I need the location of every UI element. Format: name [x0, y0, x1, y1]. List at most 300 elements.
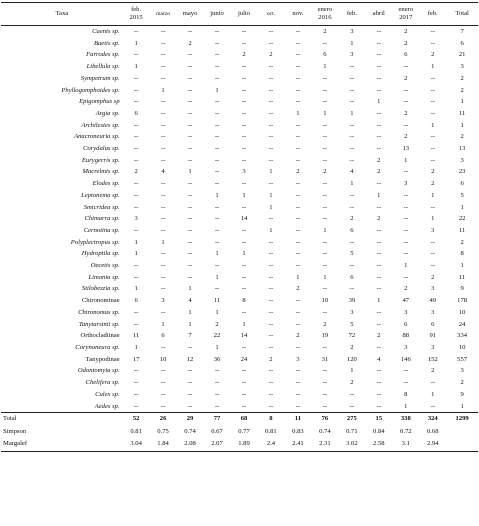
value-cell: --	[133, 74, 139, 82]
value-cell: --	[349, 145, 355, 153]
value-cell: --	[295, 215, 301, 223]
value-cell: --	[214, 39, 220, 47]
value-cell: 3	[431, 308, 435, 316]
value-cell: 5	[350, 250, 354, 258]
value-cell: --	[133, 226, 139, 234]
value-cell: 2	[404, 285, 408, 293]
value-cell: 6	[323, 51, 327, 59]
header-month	[311, 3, 338, 26]
value-cell: --	[349, 191, 355, 199]
value-cell: --	[187, 191, 193, 199]
total-cell: 10	[458, 343, 466, 351]
value-cell: 120	[346, 355, 357, 363]
header-line1: mayo	[182, 10, 198, 17]
taxon-cell: Polyplectropus sp.	[70, 238, 120, 246]
value-cell: --	[187, 273, 193, 281]
value-cell: --	[214, 168, 220, 176]
table-row	[1, 283, 478, 295]
total-cell: 7	[460, 28, 464, 35]
value-cell: --	[160, 121, 166, 129]
value-cell: 4	[188, 297, 192, 305]
summary-value: 3.02	[338, 438, 365, 451]
value-cell: --	[376, 379, 382, 387]
value-cell: --	[133, 203, 139, 211]
header-line1: abril	[372, 10, 385, 17]
taxon-cell: Hydroptila sp.	[81, 250, 120, 258]
summary-row	[1, 413, 478, 426]
value-cell: 2	[296, 168, 300, 176]
value-cell: 146	[400, 355, 411, 363]
value-cell: 1	[431, 121, 435, 129]
summary-value: 76	[321, 415, 329, 423]
value-cell: 2	[323, 28, 327, 35]
value-cell: 31	[321, 355, 329, 363]
summary-value: 0.84	[373, 427, 385, 435]
value-cell: --	[241, 262, 247, 270]
taxon-cell: Eurygerris sp.	[81, 156, 120, 164]
value-cell: --	[430, 74, 435, 82]
summary-label: Total	[3, 415, 17, 423]
header-month	[257, 3, 284, 26]
value-cell: 2	[269, 355, 273, 363]
value-cell: 5	[350, 320, 354, 328]
total-cell: 10	[458, 308, 466, 316]
value-cell: 4	[161, 168, 165, 176]
value-cell: 4	[350, 168, 354, 176]
value-cell: 7	[188, 332, 192, 340]
total-cell: 2	[460, 133, 464, 141]
value-cell: --	[403, 86, 408, 94]
total-cell: 22	[458, 215, 466, 223]
value-cell: --	[403, 63, 408, 71]
value-cell: --	[430, 98, 435, 106]
header-line1: julio	[237, 10, 251, 17]
value-cell: --	[295, 343, 301, 351]
value-cell: --	[403, 98, 408, 106]
value-cell: --	[430, 86, 435, 94]
value-cell: --	[376, 226, 382, 234]
value-cell: --	[322, 133, 328, 141]
value-cell: --	[187, 343, 193, 351]
table-row	[1, 330, 478, 342]
value-cell: 3	[350, 51, 354, 59]
value-cell: --	[349, 74, 355, 82]
value-cell: --	[214, 379, 220, 387]
value-cell: --	[376, 238, 382, 246]
value-cell: 1	[404, 156, 408, 164]
summary-value: 2.4	[257, 438, 284, 451]
summary-value: 52	[132, 415, 140, 423]
value-cell: --	[160, 390, 166, 398]
value-cell: --	[403, 238, 408, 246]
value-cell: 1	[431, 390, 435, 398]
value-cell: 1	[215, 273, 219, 281]
value-cell: --	[268, 121, 274, 129]
value-cell: 2	[350, 343, 354, 351]
value-cell: --	[419, 401, 446, 413]
value-cell: --	[160, 226, 166, 234]
header-line2: 2016	[318, 14, 332, 21]
value-cell: 1	[269, 203, 273, 211]
value-cell: --	[241, 28, 247, 35]
value-cell: --	[268, 367, 274, 375]
value-cell: 6	[161, 332, 165, 340]
value-cell: --	[349, 238, 355, 246]
header-month	[204, 3, 231, 26]
value-cell: --	[241, 238, 247, 246]
value-cell: 8	[404, 390, 408, 398]
value-cell: --	[430, 203, 435, 211]
value-cell: 2	[431, 367, 435, 375]
value-cell: --	[241, 390, 247, 398]
summary-value: 29	[186, 415, 194, 423]
value-cell: 3	[296, 355, 300, 363]
value-cell: --	[322, 250, 328, 258]
value-cell: --	[403, 273, 408, 281]
table-row	[1, 131, 478, 143]
header-line2: 2015	[129, 14, 143, 21]
value-cell: --	[133, 379, 139, 387]
value-cell: --	[214, 133, 220, 141]
taxon-cell: Chimarra sp.	[84, 215, 120, 223]
value-cell: --	[403, 215, 408, 223]
value-cell: --	[214, 109, 220, 117]
taxa-abundance-table	[1, 2, 478, 452]
value-cell: 8	[242, 297, 246, 305]
summary-value: 0.74	[184, 427, 196, 435]
total-cell: 11	[458, 109, 466, 117]
value-cell: --	[295, 308, 301, 316]
value-cell: 13	[402, 145, 410, 153]
value-cell: --	[322, 238, 328, 246]
summary-total	[446, 426, 478, 439]
value-cell: --	[322, 191, 328, 199]
value-cell: --	[160, 215, 166, 223]
value-cell: 1	[350, 39, 354, 47]
total-cell: 6	[460, 39, 464, 47]
table-row	[1, 342, 478, 354]
summary-value: 1.89	[231, 438, 258, 451]
value-cell: --	[241, 226, 247, 234]
value-cell: --	[214, 98, 220, 106]
value-cell: --	[160, 250, 166, 258]
value-cell: --	[160, 109, 166, 117]
value-cell: --	[133, 121, 139, 129]
value-cell: 3	[350, 308, 354, 316]
value-cell: --	[160, 39, 166, 47]
summary-value: 68	[240, 415, 248, 423]
value-cell: --	[160, 51, 166, 59]
value-cell: 2	[296, 285, 300, 293]
value-cell: 2	[404, 28, 408, 35]
table-row	[1, 38, 478, 50]
value-cell: --	[241, 203, 247, 211]
value-cell: --	[160, 156, 166, 164]
value-cell: 1	[188, 168, 192, 176]
table-row	[1, 178, 478, 190]
value-cell: --	[187, 262, 193, 270]
header-month	[365, 3, 392, 26]
value-cell: --	[403, 226, 408, 234]
value-cell: --	[430, 262, 435, 270]
value-cell: --	[322, 203, 328, 211]
summary-value: 1.84	[150, 438, 177, 451]
taxon-cell: Oecetis sp.	[90, 262, 120, 270]
table-body	[1, 26, 478, 413]
value-cell: --	[268, 308, 274, 316]
summary-value: 0.67	[211, 427, 223, 435]
total-cell: 3	[460, 156, 464, 164]
value-cell: --	[214, 156, 220, 164]
value-cell: --	[268, 343, 274, 351]
taxon-cell: Libellula sp.	[86, 63, 120, 71]
value-cell: --	[322, 98, 328, 106]
value-cell: --	[177, 401, 204, 413]
value-cell: --	[311, 401, 338, 413]
value-cell: --	[241, 109, 247, 117]
table-row	[1, 143, 478, 155]
summary-value: 2.58	[365, 438, 392, 451]
value-cell: 1	[296, 273, 300, 281]
value-cell: --	[187, 390, 193, 398]
value-cell: --	[160, 285, 166, 293]
value-cell: --	[241, 285, 247, 293]
value-cell: 1	[350, 367, 354, 375]
value-cell: --	[268, 320, 274, 328]
value-cell: --	[295, 39, 301, 47]
value-cell: 14	[240, 332, 248, 340]
table-row	[1, 295, 478, 307]
value-cell: --	[268, 156, 274, 164]
value-cell: --	[133, 98, 139, 106]
value-cell: --	[187, 156, 193, 164]
taxon-cell: Stilobezzia sp.	[81, 285, 120, 293]
value-cell: --	[268, 262, 274, 270]
header-month	[419, 3, 446, 26]
total-cell: 6	[460, 180, 464, 188]
value-cell: 6	[350, 273, 354, 281]
value-cell: --	[241, 156, 247, 164]
taxon-cell: Baetis sp.	[93, 39, 120, 47]
value-cell: --	[133, 133, 139, 141]
value-cell: 2	[431, 180, 435, 188]
value-cell: --	[268, 63, 274, 71]
table-row	[1, 49, 478, 61]
total-cell: 9	[460, 285, 464, 293]
value-cell: --	[376, 74, 382, 82]
value-cell: 1	[215, 191, 219, 199]
taxon-cell: Chironominae	[81, 297, 120, 305]
value-cell: --	[133, 156, 139, 164]
value-cell: --	[295, 121, 301, 129]
value-cell: --	[295, 133, 301, 141]
value-cell: 2	[323, 168, 327, 176]
value-cell: --	[322, 308, 328, 316]
value-cell: --	[268, 332, 274, 340]
table-row	[1, 237, 478, 249]
value-cell: --	[187, 238, 193, 246]
value-cell: --	[295, 145, 301, 153]
value-cell: --	[295, 226, 301, 234]
value-cell: --	[187, 63, 193, 71]
value-cell: --	[268, 273, 274, 281]
summary-value: 77	[213, 415, 221, 423]
total-cell: 3	[460, 367, 464, 375]
value-cell: --	[133, 180, 139, 188]
header-line1: Taxa	[55, 10, 69, 17]
total-cell: 9	[460, 390, 464, 398]
total-cell: 1	[460, 262, 464, 270]
value-cell: 1	[431, 191, 435, 199]
value-cell: 2	[350, 215, 354, 223]
value-cell: 39	[348, 297, 356, 305]
summary-value: 0.83	[292, 427, 304, 435]
value-cell: --	[376, 203, 382, 211]
value-cell: 1	[215, 308, 219, 316]
value-cell: 2	[188, 39, 192, 47]
table-row	[1, 319, 478, 331]
value-cell: --	[241, 308, 247, 316]
value-cell: 1	[431, 63, 435, 71]
taxon-cell: Elodes sp.	[92, 180, 120, 188]
table-footer	[1, 413, 478, 452]
header-line1: nov.	[292, 10, 304, 17]
value-cell: --	[160, 379, 166, 387]
value-cell: --	[295, 262, 301, 270]
value-cell: --	[295, 74, 301, 82]
value-cell: --	[430, 379, 435, 387]
value-cell: 2	[404, 74, 408, 82]
table-row	[1, 202, 478, 214]
table-row	[1, 354, 478, 366]
taxon-cell: Cernotina sp.	[83, 226, 120, 234]
value-cell: 3	[161, 297, 165, 305]
value-cell: 3	[431, 285, 435, 293]
value-cell: 1	[404, 262, 408, 270]
total-cell: 21	[458, 51, 466, 59]
value-cell: 2	[377, 168, 381, 176]
summary-value: 0.71	[346, 427, 358, 435]
value-cell: 2	[404, 109, 408, 117]
value-cell: --	[241, 86, 247, 94]
value-cell: --	[284, 401, 311, 413]
value-cell: --	[295, 203, 301, 211]
value-cell: --	[268, 238, 274, 246]
value-cell: --	[295, 156, 301, 164]
taxon-cell: Anacroneuria sp.	[74, 133, 120, 141]
summary-value: 2.94	[419, 438, 446, 451]
value-cell: --	[268, 379, 274, 387]
value-cell: 1	[134, 343, 138, 351]
value-cell: 19	[321, 332, 329, 340]
value-cell: --	[241, 379, 247, 387]
value-cell: --	[160, 262, 166, 270]
value-cell: --	[133, 273, 139, 281]
total-cell: 8	[460, 250, 464, 258]
value-cell: --	[295, 51, 301, 59]
value-cell: --	[322, 74, 328, 82]
summary-value: 0.77	[238, 427, 250, 435]
value-cell: --	[376, 121, 382, 129]
value-cell: 1	[350, 180, 354, 188]
value-cell: 6	[404, 51, 408, 59]
header-month	[284, 3, 311, 26]
value-cell: --	[376, 86, 382, 94]
table-row	[1, 155, 478, 167]
value-cell: --	[430, 156, 435, 164]
value-cell: --	[403, 250, 408, 258]
value-cell: 3	[242, 168, 246, 176]
value-cell: --	[214, 121, 220, 129]
value-cell: --	[231, 401, 258, 413]
header-line2: 2017	[399, 14, 413, 21]
taxon-cell: Orthocladiinae	[80, 332, 120, 340]
value-cell: --	[430, 250, 435, 258]
header-line1: feb.	[346, 10, 357, 17]
taxon-cell: Caenis sp.	[92, 28, 120, 35]
total-cell: 1	[460, 203, 464, 211]
taxon-cell: Leptonema sp.	[81, 191, 120, 199]
summary-total	[446, 438, 478, 451]
value-cell: --	[322, 367, 328, 375]
value-cell: --	[376, 51, 382, 59]
value-cell: --	[403, 379, 408, 387]
value-cell: 2	[242, 51, 246, 59]
summary-value: 11	[294, 415, 302, 423]
value-cell: 1	[134, 63, 138, 71]
value-cell: --	[376, 262, 382, 270]
taxon-cell: Corydalus sp.	[82, 145, 120, 153]
value-cell: --	[295, 297, 301, 305]
value-cell: 2	[377, 156, 381, 164]
value-cell: 6	[431, 320, 435, 328]
taxon-cell: Sympetrum sp.	[80, 74, 120, 82]
taxon-cell: Tanytarsinii sp.	[78, 320, 120, 328]
taxon-cell: Epigomphus sp	[79, 98, 120, 106]
value-cell: --	[133, 51, 139, 59]
value-cell: 1	[242, 191, 246, 199]
value-cell: --	[160, 133, 166, 141]
summary-value: 0.68	[426, 427, 439, 435]
value-cell: 1	[134, 238, 138, 246]
table-row	[1, 377, 478, 389]
value-cell: --	[187, 250, 193, 258]
value-cell: --	[187, 215, 193, 223]
value-cell: 6	[134, 109, 138, 117]
value-cell: 1	[377, 297, 381, 305]
table-row	[1, 108, 478, 120]
value-cell: --	[214, 180, 220, 188]
value-cell: --	[349, 63, 355, 71]
value-cell: --	[241, 180, 247, 188]
value-cell: --	[268, 133, 274, 141]
value-cell: --	[214, 390, 220, 398]
value-cell: 1	[161, 238, 165, 246]
summary-value: 0.74	[319, 427, 331, 435]
value-cell: --	[268, 28, 274, 35]
value-cell: --	[214, 145, 220, 153]
value-cell: --	[322, 390, 328, 398]
value-cell: 1	[323, 273, 327, 281]
value-cell: --	[241, 133, 247, 141]
value-cell: 91	[429, 332, 437, 340]
value-cell: --	[187, 226, 193, 234]
value-cell: 3	[404, 308, 408, 316]
value-cell: --	[322, 343, 328, 351]
value-cell: --	[133, 86, 139, 94]
value-cell: 1	[134, 250, 138, 258]
value-cell: --	[349, 133, 355, 141]
